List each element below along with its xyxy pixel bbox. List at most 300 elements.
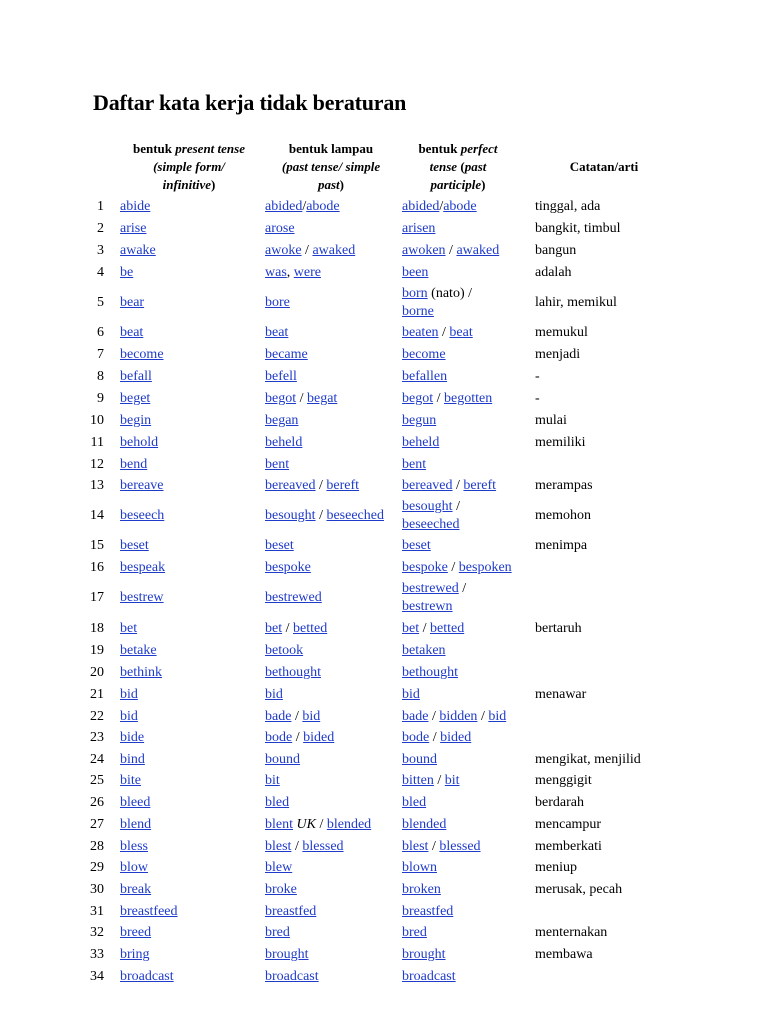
perfect-cell: [402, 285, 472, 321]
verb-link[interactable]: bit: [444, 773, 460, 788]
verb-link[interactable]: bid: [402, 687, 420, 702]
present-cell: [120, 198, 150, 216]
separator-text: /: [438, 325, 450, 340]
note-cell: bangkit, timbul: [535, 221, 621, 236]
verb-link[interactable]: bestrewn: [402, 599, 453, 614]
cell-line: [402, 324, 473, 342]
separator-text: /: [296, 391, 307, 406]
cell-line: [402, 559, 512, 577]
past-cell: [265, 816, 371, 834]
cell-line: [120, 346, 164, 364]
row-number: 18: [90, 621, 104, 636]
verb-link[interactable]: beheld: [402, 435, 440, 450]
separator-text: /: [315, 817, 327, 832]
verb-link[interactable]: blew: [265, 860, 293, 875]
cell-line: [265, 368, 297, 386]
cell-line: [402, 968, 456, 986]
verb-link[interactable]: breastfeed: [120, 904, 178, 919]
verb-link[interactable]: bred: [402, 925, 427, 940]
note-cell: memohon: [535, 508, 591, 523]
verb-link[interactable]: bid: [265, 687, 283, 702]
perfect-cell: [402, 242, 499, 260]
verb-link[interactable]: bring: [120, 947, 150, 962]
cell-line: [402, 751, 437, 769]
verb-link[interactable]: bind: [120, 752, 145, 767]
verb-link[interactable]: bend: [120, 457, 148, 472]
verb-link[interactable]: blest: [402, 839, 429, 854]
verb-link[interactable]: bade: [265, 709, 292, 724]
row-number: 33: [90, 947, 104, 962]
verb-link[interactable]: betook: [265, 643, 304, 658]
verb-link[interactable]: bound: [265, 752, 300, 767]
verb-link[interactable]: bid: [488, 709, 507, 724]
perfect-cell: [402, 794, 426, 812]
separator-text: /: [433, 773, 445, 788]
cell-line: [265, 559, 311, 577]
row-number: 27: [90, 817, 104, 832]
past-cell: [265, 434, 302, 452]
past-cell: [265, 412, 298, 430]
verb-link[interactable]: arise: [120, 221, 147, 236]
verb-link[interactable]: blessed: [439, 839, 481, 854]
row-number: 14: [90, 508, 104, 523]
cell-line: [265, 346, 308, 364]
verb-link[interactable]: betaken: [402, 643, 446, 658]
cell-line: [120, 686, 138, 704]
verb-link[interactable]: beseech: [120, 508, 165, 523]
cell-line: [120, 220, 146, 238]
cell-line: [402, 772, 460, 790]
past-cell: [265, 294, 290, 312]
separator-text: /: [315, 478, 327, 493]
verb-link[interactable]: beat: [265, 325, 289, 340]
verb-link[interactable]: beseeched: [326, 508, 384, 523]
verb-link[interactable]: blended: [326, 817, 372, 832]
note-cell: memberkati: [535, 839, 602, 854]
cell-line: [265, 708, 320, 726]
verb-link[interactable]: bitten: [402, 773, 434, 788]
verb-link[interactable]: become: [402, 347, 446, 362]
verb-link[interactable]: began: [265, 413, 299, 428]
cell-line: [265, 729, 334, 747]
present-cell: [120, 477, 164, 495]
verb-link[interactable]: breed: [120, 925, 152, 940]
verb-link[interactable]: bet: [265, 621, 283, 636]
perfect-cell: [402, 537, 431, 555]
verb-link[interactable]: beaten: [402, 325, 439, 340]
verb-link[interactable]: begin: [120, 413, 152, 428]
verb-link[interactable]: beget: [120, 391, 151, 406]
verb-link[interactable]: blent: [265, 817, 293, 832]
row-number: 1: [97, 199, 104, 214]
cell-line: [120, 477, 164, 495]
cell-line: [402, 598, 466, 616]
verb-link[interactable]: became: [265, 347, 308, 362]
perfect-cell: [402, 198, 477, 216]
header-text: (: [457, 159, 465, 174]
cell-line: [402, 346, 446, 364]
cell-line: [402, 729, 471, 747]
separator-text: /: [445, 243, 457, 258]
verb-link[interactable]: bid: [120, 709, 138, 724]
cell-line: [120, 456, 147, 474]
note-cell: menawar: [535, 687, 587, 702]
verb-link[interactable]: abode: [306, 199, 340, 214]
verb-link[interactable]: bereave: [120, 478, 164, 493]
verb-link[interactable]: beat: [449, 325, 473, 340]
page-title: Daftar kata kerja tidak beraturan: [93, 90, 407, 115]
verb-link[interactable]: betted: [430, 621, 465, 636]
present-cell: [120, 507, 164, 525]
verb-link[interactable]: beset: [120, 538, 149, 553]
verb-link[interactable]: bereft: [463, 478, 497, 493]
verb-link[interactable]: bethought: [402, 665, 458, 680]
present-cell: [120, 664, 162, 682]
verb-link[interactable]: bet: [120, 621, 138, 636]
verb-link[interactable]: bethink: [120, 665, 162, 680]
cell-line: [120, 507, 164, 525]
verb-link[interactable]: brought: [265, 947, 309, 962]
cell-line: [402, 477, 496, 495]
header-text: past: [317, 177, 340, 192]
cell-line: [402, 580, 466, 598]
verb-link[interactable]: broadcast: [402, 969, 456, 984]
verb-link[interactable]: befall: [120, 369, 152, 384]
verb-link[interactable]: brought: [402, 947, 446, 962]
verb-link[interactable]: broken: [402, 882, 441, 897]
verb-link[interactable]: bided: [440, 730, 472, 745]
cell-line: [265, 294, 290, 312]
verb-link[interactable]: awoke: [265, 243, 302, 258]
cell-line: [120, 642, 157, 660]
cell-line: [265, 816, 371, 834]
verb-link[interactable]: bestrewed: [402, 581, 459, 596]
header-text: Catatan/arti: [569, 159, 639, 174]
verb-link[interactable]: broadcast: [265, 969, 319, 984]
verb-link[interactable]: bleed: [120, 795, 151, 810]
verb-link[interactable]: bespoke: [265, 560, 311, 575]
note-cell: merusak, pecah: [535, 882, 623, 897]
verb-link[interactable]: befell: [265, 369, 297, 384]
cell-line: [120, 859, 148, 877]
verb-link[interactable]: awaked: [456, 243, 500, 258]
present-cell: [120, 751, 145, 769]
verb-link[interactable]: bided: [303, 730, 335, 745]
separator-text: /: [315, 508, 327, 523]
row-number: 11: [90, 435, 104, 450]
row-number: 2: [97, 221, 104, 236]
header-text: bentuk: [133, 141, 176, 156]
row-number: 16: [90, 560, 104, 575]
present-cell: [120, 838, 148, 856]
verb-link[interactable]: bereaved: [402, 478, 453, 493]
verb-link[interactable]: begot: [402, 391, 434, 406]
verb-link[interactable]: besought: [402, 499, 453, 514]
cell-line: [120, 294, 144, 312]
row-number: 4: [97, 265, 104, 280]
note-cell: bangun: [535, 243, 577, 258]
separator-text: /: [458, 581, 467, 596]
present-cell: [120, 924, 151, 942]
cell-line: [265, 198, 340, 216]
perfect-cell: [402, 946, 446, 964]
cell-line: [265, 412, 298, 430]
verb-link[interactable]: bid: [302, 709, 321, 724]
cell-line: [402, 285, 472, 303]
row-number: 15: [90, 538, 104, 553]
row-number: 23: [90, 730, 104, 745]
verb-link[interactable]: be: [120, 265, 134, 280]
past-cell: [265, 751, 300, 769]
cell-line: [402, 537, 431, 555]
cell-line: [120, 264, 133, 282]
perfect-cell: [402, 708, 506, 726]
verb-link[interactable]: bit: [265, 773, 280, 788]
verb-link[interactable]: bespoken: [458, 560, 512, 575]
cell-line: [265, 242, 355, 260]
separator-text: /: [291, 839, 303, 854]
row-number: 22: [90, 709, 104, 724]
note-cell: mencampur: [535, 817, 602, 832]
verb-link[interactable]: bless: [120, 839, 148, 854]
cell-line: [120, 838, 148, 856]
present-cell: [120, 294, 144, 312]
verb-link[interactable]: abide: [120, 199, 151, 214]
perfect-cell: [402, 968, 456, 986]
perfect-cell: [402, 220, 435, 238]
past-cell: [265, 620, 327, 638]
verb-link[interactable]: bidden: [439, 709, 478, 724]
cell-line: [402, 264, 428, 282]
verb-link[interactable]: bespoke: [402, 560, 448, 575]
separator-text: /: [433, 391, 444, 406]
verb-link[interactable]: blown: [402, 860, 437, 875]
verb-link[interactable]: beat: [120, 325, 144, 340]
verb-link[interactable]: abided: [265, 199, 303, 214]
verb-link[interactable]: bent: [265, 457, 290, 472]
verb-link[interactable]: bid: [120, 687, 138, 702]
verb-link[interactable]: besought: [265, 508, 316, 523]
present-cell: [120, 368, 152, 386]
verb-link[interactable]: breastfed: [265, 904, 317, 919]
verb-link[interactable]: bade: [402, 709, 429, 724]
verb-link[interactable]: blow: [120, 860, 148, 875]
verb-link[interactable]: begotten: [444, 391, 493, 406]
perfect-cell: [402, 751, 437, 769]
verb-link[interactable]: bide: [120, 730, 145, 745]
note-cell: -: [535, 391, 540, 406]
past-cell: [265, 772, 280, 790]
cell-line: [265, 772, 280, 790]
verb-link[interactable]: bite: [120, 773, 141, 788]
header-text: ): [481, 177, 486, 192]
cell-line: [402, 303, 472, 321]
past-cell: [265, 456, 289, 474]
verb-link[interactable]: blended: [402, 817, 447, 832]
cell-line: [120, 434, 158, 452]
header-text: bentuk: [418, 141, 461, 156]
cell-line: [120, 729, 144, 747]
present-cell: [120, 264, 133, 282]
cell-line: [402, 198, 477, 216]
present-cell: [120, 686, 138, 704]
verb-link[interactable]: bled: [402, 795, 427, 810]
verb-link[interactable]: arose: [265, 221, 295, 236]
verb-link[interactable]: bound: [402, 752, 437, 767]
cell-line: [402, 434, 439, 452]
verb-link[interactable]: awoken: [402, 243, 446, 258]
past-cell: [265, 477, 359, 495]
cell-line: [402, 946, 446, 964]
verb-link[interactable]: was: [265, 265, 287, 280]
verb-link[interactable]: abided: [402, 199, 440, 214]
separator-text: /: [447, 560, 459, 575]
row-number: 30: [90, 882, 104, 897]
present-cell: [120, 220, 146, 238]
note-cell: menternakan: [535, 925, 608, 940]
verb-link[interactable]: begat: [307, 391, 338, 406]
separator-text: /: [452, 499, 460, 514]
cell-line: [402, 516, 460, 534]
header-text: past: [464, 159, 487, 174]
verb-link[interactable]: awake: [120, 243, 156, 258]
verb-link[interactable]: become: [120, 347, 164, 362]
perfect-cell: [402, 772, 460, 790]
note-cell: mengikat, menjilid: [535, 752, 641, 767]
past-cell: [265, 686, 283, 704]
header-text: ): [339, 177, 344, 192]
verb-link[interactable]: beseeched: [402, 517, 460, 532]
verb-link[interactable]: begun: [402, 413, 437, 428]
cell-line: [402, 620, 464, 638]
cell-line: [402, 412, 436, 430]
verb-link[interactable]: bethought: [265, 665, 321, 680]
cell-line: [402, 903, 453, 921]
verb-link[interactable]: broke: [265, 882, 297, 897]
present-cell: [120, 968, 174, 986]
verb-link[interactable]: beset: [265, 538, 294, 553]
perfect-cell: [402, 881, 441, 899]
row-number: 29: [90, 860, 104, 875]
verb-link[interactable]: befallen: [402, 369, 448, 384]
verb-link[interactable]: bore: [265, 295, 290, 310]
perfect-cell: [402, 859, 437, 877]
verb-link[interactable]: broadcast: [120, 969, 174, 984]
verb-link[interactable]: bear: [120, 295, 145, 310]
verb-link[interactable]: blest: [265, 839, 292, 854]
cell-line: [120, 751, 145, 769]
perfect-cell: [402, 924, 427, 942]
note-cell: lahir, memikul: [535, 295, 617, 310]
verb-link[interactable]: born: [402, 286, 428, 301]
past-cell: [265, 664, 321, 682]
verb-link[interactable]: bode: [265, 730, 293, 745]
separator-text: /: [429, 730, 441, 745]
past-cell: [265, 559, 311, 577]
cell-line: [265, 324, 288, 342]
verb-link[interactable]: bereaved: [265, 478, 316, 493]
cell-line: [120, 794, 150, 812]
verb-link[interactable]: abode: [443, 199, 477, 214]
present-cell: [120, 242, 156, 260]
separator-text: /: [452, 478, 464, 493]
cell-line: [120, 559, 165, 577]
row-number: 32: [90, 925, 104, 940]
perfect-cell: [402, 559, 512, 577]
past-cell: [265, 642, 303, 660]
verb-link[interactable]: bespeak: [120, 560, 166, 575]
verb-link[interactable]: betake: [120, 643, 157, 658]
verb-link[interactable]: bereft: [326, 478, 360, 493]
verb-link[interactable]: blend: [120, 817, 152, 832]
perfect-cell: [402, 412, 436, 430]
cell-line: [120, 946, 150, 964]
cell-line: [402, 220, 435, 238]
verb-link[interactable]: bled: [265, 795, 290, 810]
verb-link[interactable]: betted: [293, 621, 328, 636]
separator-text: /: [302, 199, 307, 214]
header-text: participle: [430, 177, 482, 192]
verb-link[interactable]: bode: [402, 730, 430, 745]
verb-link[interactable]: bestrew: [120, 590, 164, 605]
verb-link[interactable]: bet: [402, 621, 420, 636]
cell-line: [120, 664, 162, 682]
row-number: 28: [90, 839, 104, 854]
cell-line: [265, 794, 289, 812]
verb-link[interactable]: bestrewed: [265, 590, 322, 605]
header-text: tense: [429, 159, 458, 174]
verb-link[interactable]: been: [402, 265, 429, 280]
verb-link[interactable]: were: [293, 265, 321, 280]
verb-link[interactable]: arisen: [402, 221, 436, 236]
cell-line: [120, 589, 164, 607]
verb-link[interactable]: breastfed: [402, 904, 454, 919]
past-cell: [265, 924, 290, 942]
verb-link[interactable]: borne: [402, 304, 434, 319]
verb-link[interactable]: beset: [402, 538, 431, 553]
past-cell: [265, 242, 355, 260]
verb-link[interactable]: awaked: [312, 243, 356, 258]
verb-link[interactable]: bred: [265, 925, 290, 940]
cell-line: [265, 537, 294, 555]
note-cell: meniup: [535, 860, 577, 875]
present-cell: [120, 708, 138, 726]
past-cell: [265, 794, 289, 812]
perfect-cell: [402, 580, 466, 616]
cell-line: [265, 434, 302, 452]
present-cell: [120, 537, 149, 555]
verb-link[interactable]: behold: [120, 435, 159, 450]
row-number: 17: [90, 590, 104, 605]
verb-link[interactable]: beheld: [265, 435, 303, 450]
present-cell: [120, 434, 158, 452]
verb-link[interactable]: begot: [265, 391, 297, 406]
row-number: 25: [90, 773, 104, 788]
separator-text: ,: [286, 265, 294, 280]
present-cell: [120, 456, 147, 474]
verb-link[interactable]: bent: [402, 457, 427, 472]
header-text: ): [211, 177, 216, 192]
cell-line: [265, 881, 297, 899]
cell-line: [265, 620, 327, 638]
perfect-cell: [402, 498, 460, 534]
cell-line: [265, 642, 303, 660]
past-cell: [265, 390, 337, 408]
cell-line: [265, 751, 300, 769]
present-cell: [120, 772, 141, 790]
verb-link[interactable]: break: [120, 882, 152, 897]
verb-link[interactable]: blessed: [302, 839, 344, 854]
